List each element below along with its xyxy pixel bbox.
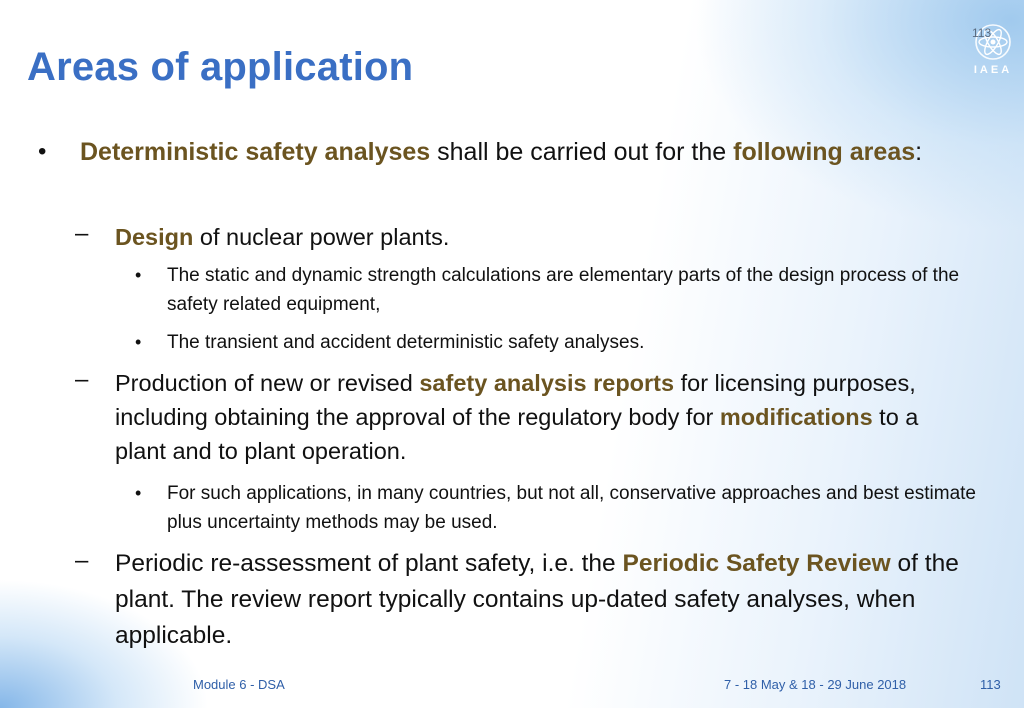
highlight-text: Design xyxy=(115,224,194,250)
bullet-text: to a plant and to plant operation. xyxy=(115,404,919,464)
bullet-dot-icon: • xyxy=(135,483,142,503)
bullet-text: : xyxy=(915,138,923,166)
sub-bullet-psr xyxy=(75,546,975,654)
sub-bullet-design xyxy=(75,220,975,254)
sub-sub-bullet-strength xyxy=(135,261,977,319)
sub-sub-bullet-transient xyxy=(135,328,977,357)
dash-icon: – xyxy=(75,366,89,393)
bullet-text: of nuclear power plants. xyxy=(193,224,450,250)
footer-dates: 7 - 18 May & 18 - 29 June 2018 xyxy=(724,677,907,692)
bullet-dot-icon: • xyxy=(135,265,142,285)
footer-page-number: 113 xyxy=(980,677,1001,692)
footer-module: Module 6 - DSA xyxy=(193,677,285,692)
bullet-main xyxy=(38,134,980,170)
page-title: Areas of application xyxy=(27,45,414,89)
logo-text: IAEA xyxy=(973,64,1013,76)
highlight-text: modifications xyxy=(719,404,873,430)
sub-sub-bullet-applications xyxy=(135,479,977,537)
dash-icon: – xyxy=(75,220,89,247)
bullet-dot-icon: • xyxy=(135,332,142,352)
bullet-text: The transient and accident deterministic safety analyses. xyxy=(167,332,645,353)
bullet-text: Periodic re-assessment of plant safety, i.e. the xyxy=(115,550,623,577)
highlight-text: Deterministic safety analyses xyxy=(80,138,431,166)
bullet-text: The static and dynamic strength calculations are elementary parts of the design process of the safety related equipment, xyxy=(167,265,960,315)
highlight-text: Periodic Safety Review xyxy=(622,550,891,577)
dash-icon: – xyxy=(75,547,89,574)
highlight-text: safety analysis reports xyxy=(419,370,675,396)
bullet-dot-icon: • xyxy=(38,138,47,165)
sub-bullet-reports xyxy=(75,366,975,468)
highlight-text: following areas xyxy=(733,138,916,166)
bullet-text: Production of new or revised xyxy=(115,370,420,396)
bullet-text: of the plant. The review report typically contains up-dated safety analyses, when applicable. xyxy=(115,550,959,649)
corner-page-number: 113 xyxy=(972,26,992,40)
bullet-text: For such applications, in many countries, but not all, conservative approaches and best estimate plus uncertainty methods may be used. xyxy=(167,483,976,533)
bullet-text: for licensing purposes, including obtaining the approval of the regulatory body for xyxy=(115,370,916,430)
bullet-text: shall be carried out for the xyxy=(430,138,734,166)
